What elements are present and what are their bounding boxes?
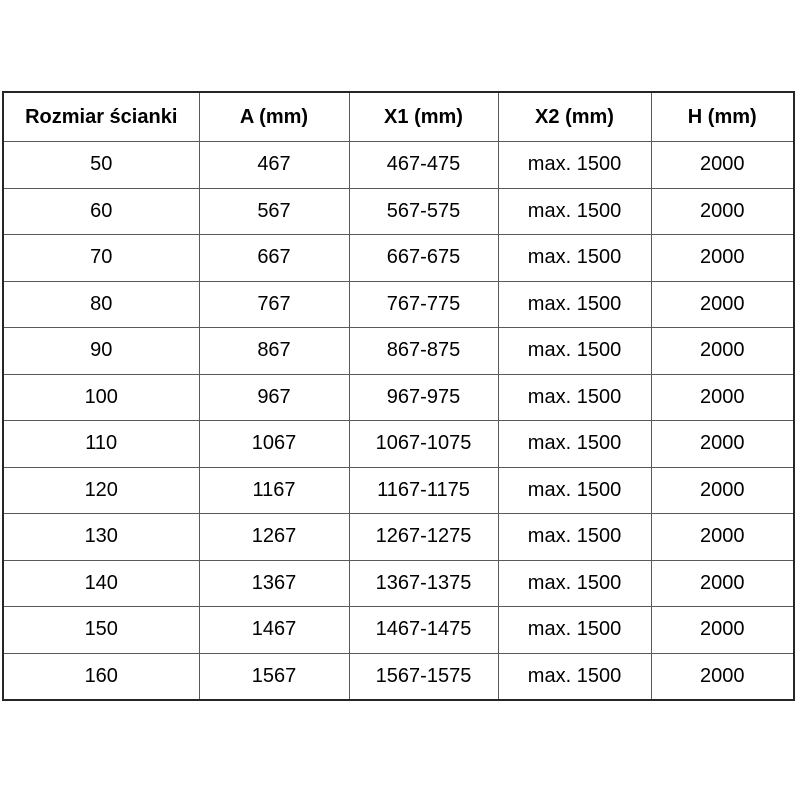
table-cell: 120 — [3, 467, 199, 514]
column-header: X2 (mm) — [498, 92, 651, 142]
table-cell: 2000 — [651, 653, 794, 700]
table-cell: 60 — [3, 188, 199, 235]
table-cell: 2000 — [651, 421, 794, 468]
table-row — [3, 142, 794, 189]
table-cell: 2000 — [651, 560, 794, 607]
column-header: Rozmiar ścianki — [3, 92, 199, 142]
table-cell: 667-675 — [349, 235, 498, 282]
table-cell: max. 1500 — [498, 235, 651, 282]
table-cell: max. 1500 — [498, 281, 651, 328]
table-cell: 567 — [199, 188, 349, 235]
table-cell: 1167 — [199, 467, 349, 514]
table-cell: 767 — [199, 281, 349, 328]
table-row — [3, 188, 794, 235]
table-cell: 967 — [199, 374, 349, 421]
table-cell: 467-475 — [349, 142, 498, 189]
table-cell: 160 — [3, 653, 199, 700]
table-cell: 2000 — [651, 235, 794, 282]
table-row — [3, 467, 794, 514]
size-table — [2, 91, 795, 701]
table-row — [3, 560, 794, 607]
table-cell: max. 1500 — [498, 421, 651, 468]
table-row — [3, 653, 794, 700]
table-cell: 567-575 — [349, 188, 498, 235]
table-row — [3, 328, 794, 375]
table-cell: max. 1500 — [498, 188, 651, 235]
table-cell: 1067-1075 — [349, 421, 498, 468]
table-cell: 2000 — [651, 467, 794, 514]
table-cell: 70 — [3, 235, 199, 282]
table-cell: 50 — [3, 142, 199, 189]
table-cell: 1267 — [199, 514, 349, 561]
table-cell: max. 1500 — [498, 560, 651, 607]
table-cell: max. 1500 — [498, 142, 651, 189]
table-cell: 1567-1575 — [349, 653, 498, 700]
table-cell: 1367-1375 — [349, 560, 498, 607]
table-cell: max. 1500 — [498, 514, 651, 561]
table-cell: 90 — [3, 328, 199, 375]
table-cell: 130 — [3, 514, 199, 561]
table-cell: max. 1500 — [498, 374, 651, 421]
table-cell: 150 — [3, 607, 199, 654]
table-row — [3, 281, 794, 328]
table-row — [3, 607, 794, 654]
table-cell: 2000 — [651, 188, 794, 235]
table-cell: max. 1500 — [498, 607, 651, 654]
table-cell: 867 — [199, 328, 349, 375]
table-cell: 2000 — [651, 142, 794, 189]
table-cell: 2000 — [651, 281, 794, 328]
table-cell: 1467 — [199, 607, 349, 654]
table-cell: 80 — [3, 281, 199, 328]
column-header: X1 (mm) — [349, 92, 498, 142]
table-row — [3, 374, 794, 421]
table-header-row — [3, 92, 794, 142]
table-cell: max. 1500 — [498, 467, 651, 514]
column-header: A (mm) — [199, 92, 349, 142]
table-cell: 2000 — [651, 607, 794, 654]
table-cell: max. 1500 — [498, 653, 651, 700]
column-header: H (mm) — [651, 92, 794, 142]
table-cell: 110 — [3, 421, 199, 468]
table-cell: 1367 — [199, 560, 349, 607]
table-cell: 767-775 — [349, 281, 498, 328]
table-cell: 1567 — [199, 653, 349, 700]
table-cell: 1267-1275 — [349, 514, 498, 561]
table-cell: 467 — [199, 142, 349, 189]
table-cell: 667 — [199, 235, 349, 282]
table-cell: max. 1500 — [498, 328, 651, 375]
table-cell: 967-975 — [349, 374, 498, 421]
table-cell: 2000 — [651, 374, 794, 421]
table-cell: 867-875 — [349, 328, 498, 375]
table-cell: 1067 — [199, 421, 349, 468]
table-cell: 2000 — [651, 328, 794, 375]
table-row — [3, 421, 794, 468]
table-cell: 100 — [3, 374, 199, 421]
table-cell: 1467-1475 — [349, 607, 498, 654]
table-row — [3, 235, 794, 282]
table-cell: 140 — [3, 560, 199, 607]
table-row — [3, 514, 794, 561]
table-cell: 1167-1175 — [349, 467, 498, 514]
table-cell: 2000 — [651, 514, 794, 561]
